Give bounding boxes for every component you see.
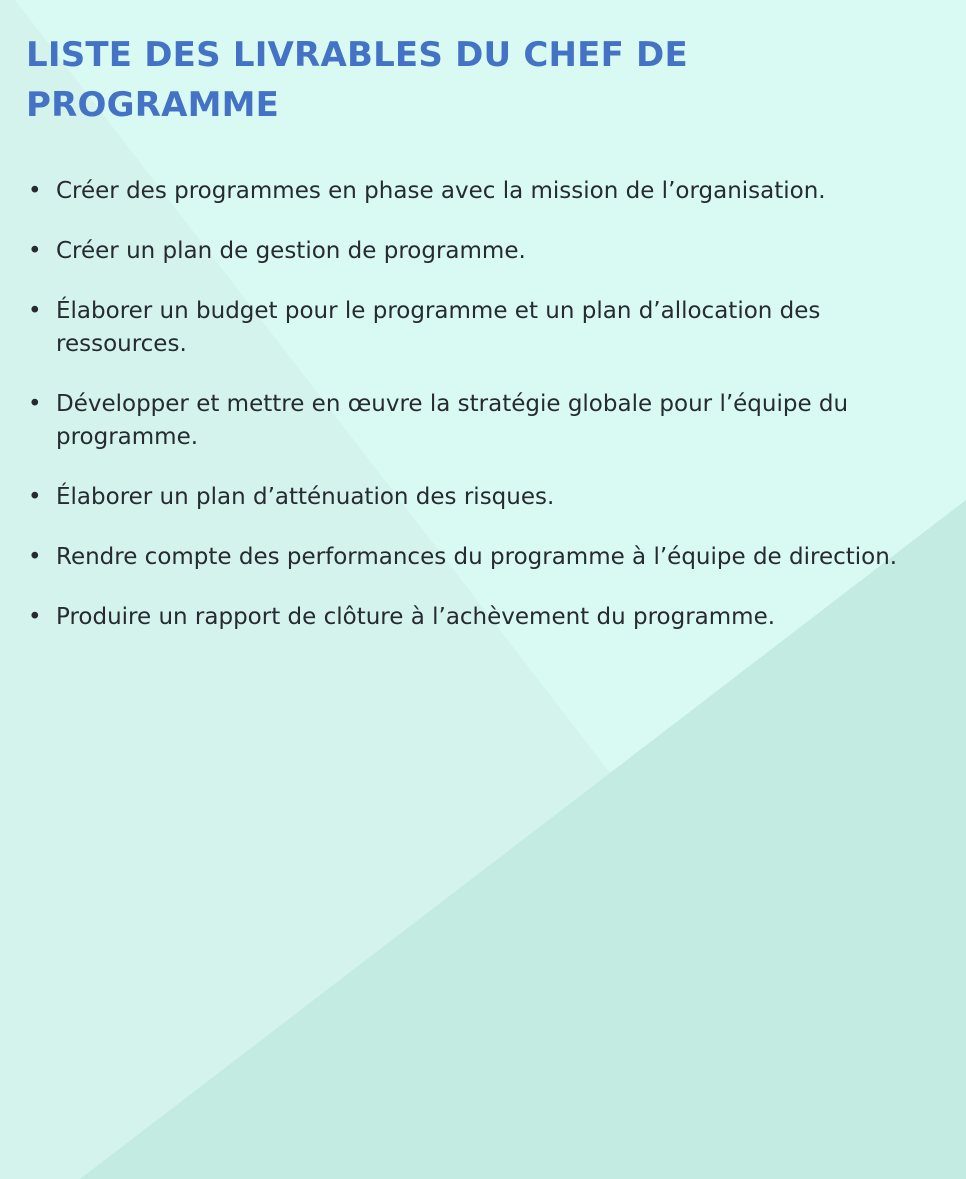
slide-content [26, 30, 946, 661]
list-item-text: Élaborer un plan d’atténuation des risques. [56, 484, 555, 510]
bullet-icon: • [28, 604, 42, 630]
list-item [26, 481, 946, 514]
list-item [26, 601, 946, 634]
list-item-text: Développer et mettre en œuvre la stratégie globale pour l’équipe du programme. [56, 391, 849, 450]
bullet-icon: • [28, 298, 42, 324]
list-item-text: Rendre compte des performances du programme à l’équipe de direction. [56, 544, 898, 570]
list-item [26, 175, 946, 208]
list-item-text: Élaborer un budget pour le programme et un plan d’allocation des ressources. [56, 298, 821, 357]
list-item-text: Créer un plan de gestion de programme. [56, 238, 526, 264]
deliverables-list [26, 175, 946, 634]
list-item [26, 295, 946, 361]
list-item [26, 541, 946, 574]
list-item-text: Créer des programmes en phase avec la mission de l’organisation. [56, 178, 826, 204]
bullet-icon: • [28, 178, 42, 204]
bullet-icon: • [28, 391, 42, 417]
list-item [26, 235, 946, 268]
bullet-icon: • [28, 238, 42, 264]
bullet-icon: • [28, 544, 42, 570]
page-title: LISTE DES LIVRABLES DU CHEF DE PROGRAMME [26, 35, 688, 125]
list-item-text: Produire un rapport de clôture à l’achèvement du programme. [56, 604, 776, 630]
bullet-icon: • [28, 484, 42, 510]
list-item [26, 388, 946, 454]
